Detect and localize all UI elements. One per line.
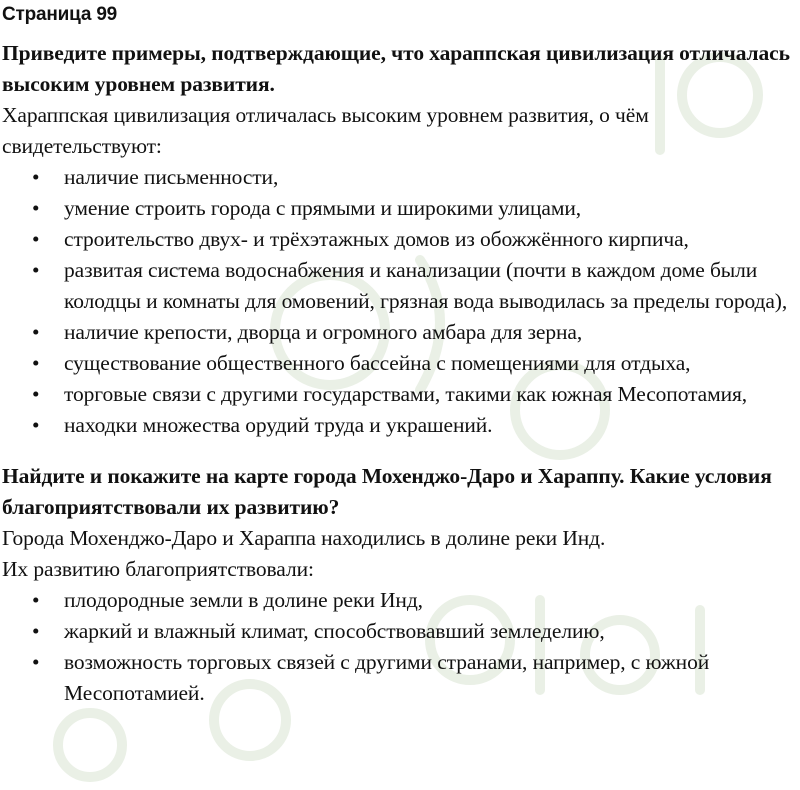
list-item-text: наличие письменности, (64, 165, 279, 189)
list-item (2, 224, 800, 255)
list-item (2, 348, 800, 379)
answer-1-list (2, 162, 800, 441)
list-item (2, 193, 800, 224)
list-item-text: находки множества орудий труда и украшений. (64, 413, 493, 437)
list-item-text: умение строить города с прямыми и широкими улицами, (64, 196, 582, 220)
list-item (2, 585, 800, 616)
question-section-1 (2, 38, 800, 441)
bullet-icon: • (32, 382, 40, 406)
list-item (2, 317, 800, 348)
list-item-text: возможность торговых связей с другими странами, например, с южной Месопотамией. (64, 650, 710, 705)
bullet-icon: • (32, 320, 40, 344)
bullet-icon: • (32, 227, 40, 251)
bullet-icon: • (32, 619, 40, 643)
bullet-icon: • (32, 258, 40, 282)
list-item-text: строительство двух- и трёхэтажных домов из обожжённого кирпича, (64, 227, 689, 251)
list-item (2, 647, 800, 709)
list-item (2, 162, 800, 193)
list-item-text: торговые связи с другими государствами, такими как южная Месопотамия, (64, 382, 748, 406)
question-1-text: Приведите примеры, подтверждающие, что хараппская цивилизация отличалась высоким уровнем развития. (2, 41, 790, 96)
question-section-2 (2, 461, 800, 709)
answer-2-line-2: Их развитию благоприятствовали: (2, 557, 314, 581)
list-item-text: развитая система водоснабжения и канализации (почти в каждом доме были колодцы и комнаты для омовений, грязная вода выводилась за пределы города), (64, 258, 788, 313)
list-item-text: жаркий и влажный климат, способствовавший земледелию, (64, 619, 605, 643)
bullet-icon: • (32, 650, 40, 674)
bullet-icon: • (32, 165, 40, 189)
bullet-icon: • (32, 351, 40, 375)
bullet-icon: • (32, 196, 40, 220)
list-item-text: наличие крепости, дворца и огромного амбара для зерна, (64, 320, 583, 344)
answer-1-intro: Хараппская цивилизация отличалась высоким уровнем развития, о чём свидетельствуют: (2, 103, 649, 158)
list-item-text: плодородные земли в долине реки Инд, (64, 588, 423, 612)
question-2-text: Найдите и покажите на карте города Мохенджо-Даро и Хараппу. Какие условия благоприятствовали их развитию? (2, 464, 772, 519)
list-item-text: существование общественного бассейна с помещениями для отдыха, (64, 351, 691, 375)
list-item (2, 379, 800, 410)
list-item (2, 410, 800, 441)
bullet-icon: • (32, 413, 40, 437)
bullet-icon: • (32, 588, 40, 612)
list-item (2, 255, 800, 317)
section-spacer (2, 441, 800, 461)
list-item (2, 616, 800, 647)
page-title: Страница 99 (2, 4, 118, 25)
answer-2-list (2, 585, 800, 709)
answer-2-line-1: Города Мохенджо-Даро и Хараппа находились в долине реки Инд. (2, 526, 606, 550)
